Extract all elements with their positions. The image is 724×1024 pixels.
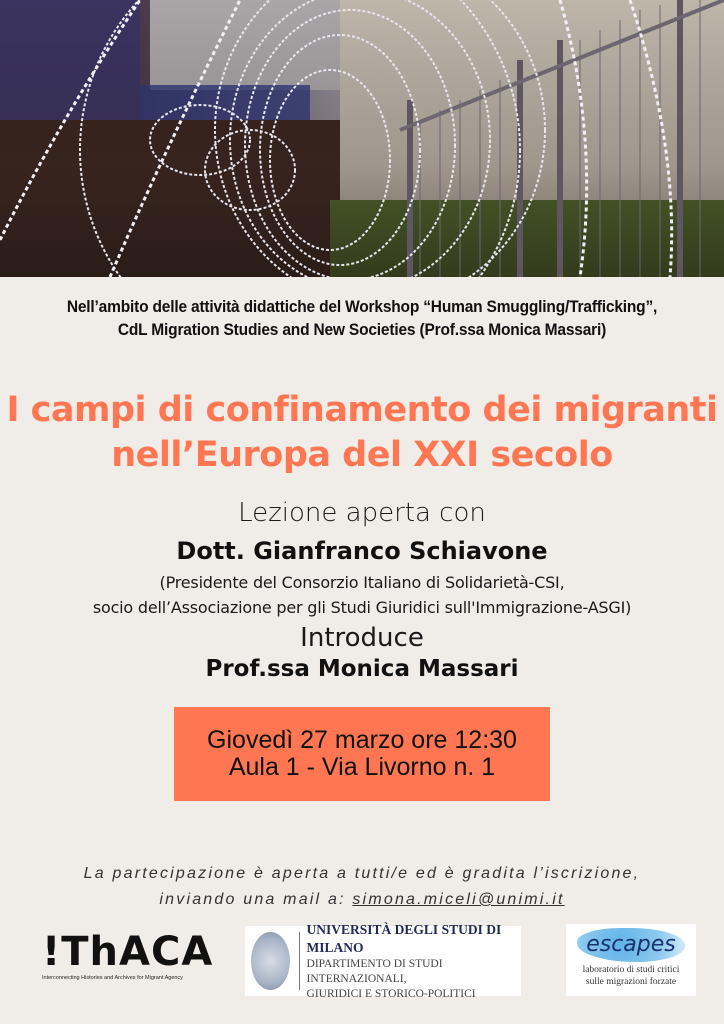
speaker-name: Dott. Gianfranco Schiavone bbox=[176, 537, 548, 565]
introduce-label: Introduce bbox=[300, 623, 424, 653]
context-line-2: CdL Migration Studies and New Societies (Prof.ssa Monica Massari) bbox=[117, 321, 607, 339]
affiliation-line-1: (Presidente del Consorzio Italiano di Solidarietà-CSI, bbox=[159, 573, 565, 592]
unimi-text bbox=[307, 921, 521, 1002]
escapes-sub-line-1: laboratorio di studi critici bbox=[582, 965, 680, 975]
email-link[interactable]: simona.miceli@unimi.it bbox=[352, 891, 565, 908]
escapes-sub-line-2: sulle migrazioni forzate bbox=[585, 977, 677, 987]
title-line-1: I campi di confinamento dei migranti bbox=[6, 390, 718, 430]
escapes-subtitle bbox=[566, 964, 696, 988]
registration-line-2 bbox=[0, 887, 724, 913]
event-title bbox=[0, 388, 724, 478]
unimi-logo bbox=[245, 921, 521, 1000]
title-line-2: nell’Europa del XXI secolo bbox=[111, 435, 613, 475]
department-name bbox=[307, 957, 521, 1002]
speaker-affiliation bbox=[0, 570, 724, 620]
escapes-logo bbox=[566, 924, 696, 996]
context-line-1: Nell’ambito delle attività didattiche del Workshop “Human Smuggling/Trafficking”, bbox=[66, 298, 658, 316]
event-details-box bbox=[174, 707, 550, 801]
affiliation-line-2: socio dell’Associazione per gli Studi Giuridici sull'Immigrazione-ASGI) bbox=[92, 598, 632, 617]
ithaca-wordmark: !ThACA bbox=[42, 929, 214, 975]
escapes-wordmark: escapes bbox=[577, 928, 685, 962]
registration-prefix: inviando una mail a: bbox=[159, 891, 353, 908]
introducer-name: Prof.ssa Monica Massari bbox=[205, 656, 519, 682]
barbed-wire-image bbox=[0, 0, 724, 277]
event-datetime: Giovedì 27 marzo ore 12:30 bbox=[207, 726, 517, 754]
lecture-intro: Lezione aperta con bbox=[238, 498, 486, 528]
department-line-1: DIPARTIMENTO DI STUDI INTERNAZIONALI, bbox=[306, 957, 443, 985]
ithaca-subtitle: Interconnecting Histories and Archives for Migrant Agency bbox=[42, 975, 183, 981]
event-location: Aula 1 - Via Livorno n. 1 bbox=[228, 753, 496, 781]
university-name: UNIVERSITÀ DEGLI STUDI DI MILANO bbox=[306, 921, 502, 955]
context-statement bbox=[22, 296, 703, 342]
hero-photo bbox=[0, 0, 724, 277]
university-seal-icon bbox=[251, 932, 290, 990]
registration-line-1: La partecipazione è aperta a tutti/e ed è gradita l’iscrizione, bbox=[83, 865, 641, 882]
ithaca-logo bbox=[42, 929, 214, 994]
logo-divider bbox=[299, 932, 300, 990]
department-line-2: GIURIDICI E STORICO-POLITICI bbox=[306, 987, 476, 1000]
registration-note bbox=[0, 861, 724, 913]
